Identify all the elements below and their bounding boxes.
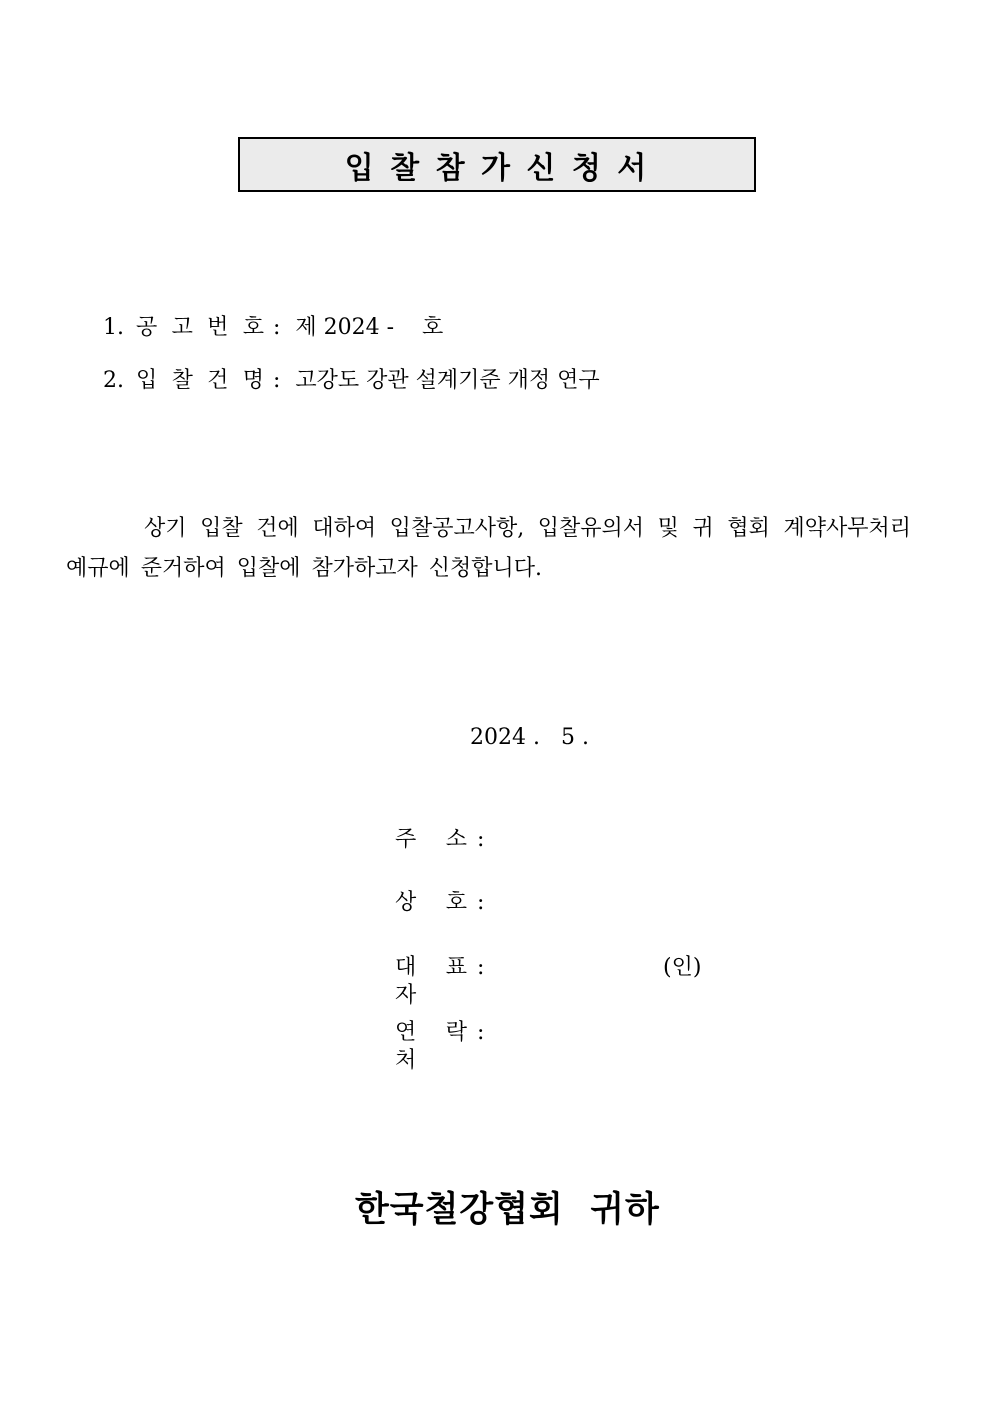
notice-number-value: 제 2024 - 호: [295, 315, 444, 340]
representative-field-row: [395, 954, 702, 1010]
notice-number-row: [103, 314, 443, 341]
colon-separator: :: [273, 315, 281, 340]
colon-separator: :: [477, 955, 485, 980]
colon-separator: :: [477, 827, 485, 852]
item-number: 2.: [103, 368, 124, 393]
body-paragraph: 상기 입찰 건에 대하여 입찰공고사항, 입찰유의서 및 귀 협회 계약사무처리 예규에 준거하여 입찰에 참가하고자 신청합니다.: [66, 516, 911, 581]
item-number: 1.: [103, 315, 124, 340]
document-title-box: [238, 137, 756, 192]
recipient-line: 한국철강협회 귀하: [355, 1189, 660, 1230]
address-label: 주 소: [395, 827, 467, 852]
seal-mark: (인): [663, 955, 702, 980]
company-name-label: 상 호: [395, 890, 467, 915]
contact-field-row: [395, 1019, 484, 1075]
colon-separator: :: [273, 368, 281, 393]
bid-title-value: 고강도 강관 설계기준 개정 연구: [295, 368, 600, 393]
document-title: 입 찰 참 가 신 청 서: [344, 150, 650, 186]
date-line: 2024 . 5 .: [470, 725, 589, 750]
address-field-row: [395, 826, 484, 854]
colon-separator: :: [477, 890, 485, 915]
bid-title-label: 입 찰 건 명: [136, 368, 264, 393]
company-name-field-row: [395, 889, 484, 917]
bid-title-row: [103, 367, 600, 394]
notice-number-label: 공 고 번 호: [136, 315, 264, 340]
representative-label: 대 표 자: [395, 955, 467, 1008]
contact-label: 연 락 처: [395, 1020, 467, 1073]
colon-separator: :: [477, 1020, 485, 1045]
